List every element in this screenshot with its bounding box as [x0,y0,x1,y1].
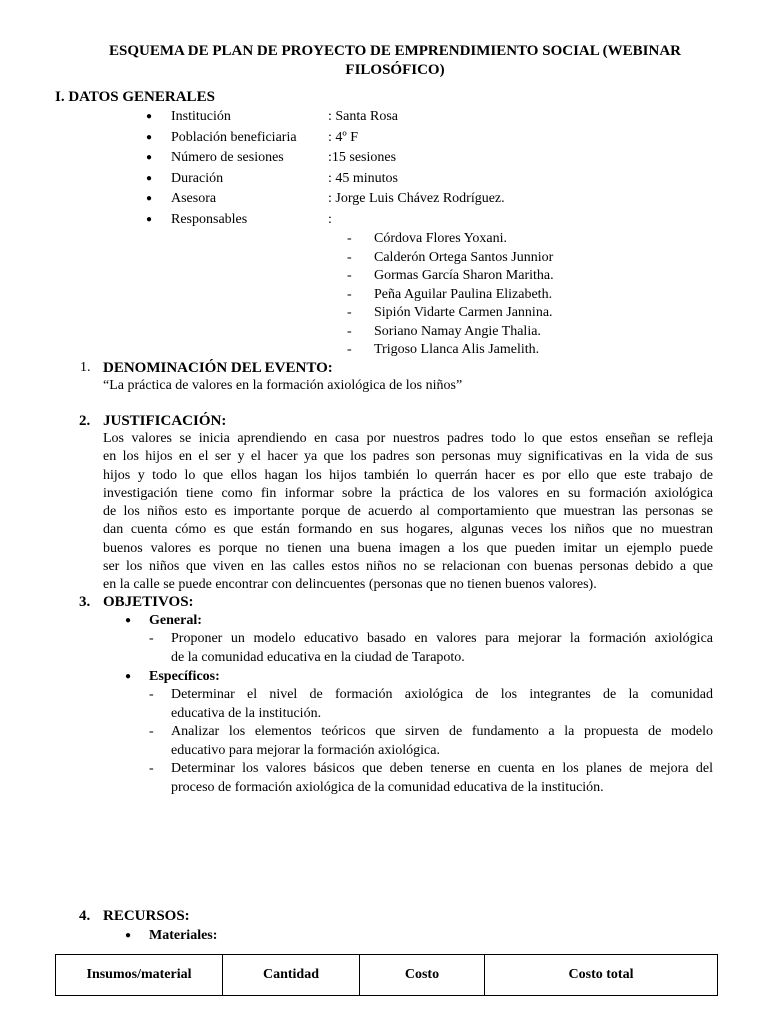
bullet-icon: ● [146,111,153,122]
justificacion-paragraph [103,430,713,595]
objetivo-item-line: Proponer un modelo educativo basado en valores para mejorar la formación axiológica [171,631,713,646]
list-dash: - [347,305,352,320]
bullet-icon: ● [125,671,132,682]
objetivos-especificos-label: Específicos: [149,669,220,684]
recursos-heading: RECURSOS: [103,908,190,924]
list-dash: - [149,631,154,646]
datos-row-value: : [328,211,332,227]
bullet-icon: ● [146,131,153,143]
bullet-icon: ● [146,152,153,163]
denominacion-number: 1. [80,360,91,375]
table-header-row [56,955,718,996]
objetivo-item-line: Determinar el nivel de formación axiológica de los integrantes de la comunidad [171,687,713,702]
denominacion-text: “La práctica de valores en la formación axiológica de los niños” [103,378,463,393]
datos-row-value: : 45 minutos [328,170,399,186]
table-header-cell: Costo total [485,955,718,996]
objetivos-number: 3. [79,594,91,610]
datos-row-value: : Jorge Luis Chávez Rodríguez. [328,191,505,206]
responsable-name: Córdova Flores Yoxani. [374,231,508,246]
list-dash: - [347,286,352,302]
datos-row-value: :15 sesiones [328,150,397,165]
objetivo-item-line: educativa de la institución. [171,705,322,721]
list-dash: - [347,268,352,283]
recursos-number: 4. [79,908,91,924]
document-title-line-2: FILOSÓFICO) [345,62,445,78]
responsable-name: Gormas García Sharon Maritha. [374,268,554,283]
justificacion-line: hijos y todo lo que ellos hagan los hijos también lo querrán hacer es por ello que este trabajo de [103,467,713,483]
bullet-icon: ● [146,213,153,225]
document-title-line-1: ESQUEMA DE PLAN DE PROYECTO DE EMPRENDIMIENTO SOCIAL (WEBINAR [108,43,682,59]
datos-row-label: Institución [171,109,231,124]
justificacion-number: 2. [79,413,91,429]
justificacion-line: ser los niños que viven en las calles estos niños no se relacionan con buenas personas debido a que [103,559,713,575]
datos-row-label: Población beneficiaria [171,129,297,145]
responsable-name: Sipión Vidarte Carmen Jannina. [374,305,553,320]
table-header-cell: Costo [360,955,485,996]
objetivo-item-line: Analizar los elementos teóricos que sirven de fundamento a la propuesta de modelo [171,724,713,739]
objetivo-item-line: Determinar los valores básicos que deben tenerse en cuenta en los planes de mejora del [171,761,713,776]
responsable-name: Soriano Namay Angie Thalia. [374,323,541,339]
datos-row-value: : 4º F [328,129,359,145]
objetivos-heading: OBJETIVOS: [103,594,194,610]
objetivo-item-line: proceso de formación axiológica de la comunidad educativa de la institución. [171,779,604,795]
section-datos-generales-heading: I. DATOS GENERALES [55,89,215,105]
objetivo-item-line: educativo para mejorar la formación axiológica. [171,742,440,758]
responsable-name: Peña Aguilar Paulina Elizabeth. [374,286,553,302]
justificacion-heading: JUSTIFICACIÓN: [103,413,227,429]
justificacion-line: dan cuenta cómo es que están formando en sus hogares, algunas veces los niños que no muestran [103,522,713,538]
list-dash: - [347,249,352,265]
justificacion-line: de los niños esto es importante porque de acuerdo al comportamiento que muestran las personas se [103,504,713,520]
objetivo-item-line: de la comunidad educativa en la ciudad de Tarapoto. [171,649,465,665]
justificacion-line: en la calle se puede encontrar con delincuentes (personas que no tienen buenos valores). [103,577,597,593]
datos-row-label: Asesora [171,191,217,206]
responsable-name: Calderón Ortega Santos Junnior [374,249,554,265]
bullet-icon: ● [146,172,153,184]
table-header-cell: Cantidad [223,955,360,996]
objetivo-general-label: General: [149,613,202,628]
datos-row-value: : Santa Rosa [328,109,398,124]
materiales-label: Materiales: [149,928,218,943]
justificacion-line: en los hijos en el ser y el hacer ya que los padres son personas muy significativas en la vida de sus [103,449,713,465]
bullet-icon: ● [125,930,132,941]
recursos-table [55,954,718,996]
denominacion-heading: DENOMINACIÓN DEL EVENTO: [103,360,333,376]
bullet-icon: ● [146,193,153,204]
list-dash: - [347,323,352,339]
list-dash: - [149,687,154,702]
justificacion-line: investigación tiene como fin informar sobre la práctica de los valores en su formación axiológica [103,485,713,501]
responsable-name: Trigoso Llanca Alis Jamelith. [374,342,540,357]
list-dash: - [149,724,154,739]
justificacion-line: buenos valores es porque no tienen una buena imagen a los que pueden imitar un ejemplo puede [103,540,713,556]
list-dash: - [347,231,352,246]
bullet-icon: ● [125,615,132,626]
list-dash: - [347,342,352,357]
justificacion-line: Los valores se inicia aprendiendo en casa por nuestros padres todo lo que estos enseñan se refleja [103,431,713,446]
table-header-cell: Insumos/material [56,955,223,996]
list-dash: - [149,761,154,776]
datos-row-label: Duración [171,170,224,186]
datos-row-label: Responsables [171,211,248,227]
datos-row-label: Número de sesiones [171,150,284,165]
